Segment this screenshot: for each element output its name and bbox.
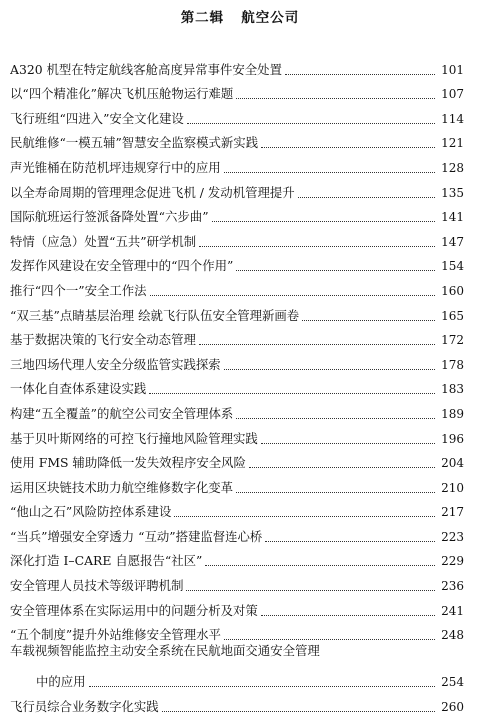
toc-page-number: 135 bbox=[441, 185, 464, 200]
toc-entry-continuation bbox=[10, 665, 464, 690]
dot-leader bbox=[261, 443, 435, 444]
toc-entry[interactable] bbox=[10, 447, 464, 472]
toc-page-number: 160 bbox=[441, 283, 464, 298]
toc-entry-title: “双三基”点睛基层治理 绘就飞行队伍安全管理新画卷 bbox=[10, 307, 300, 323]
toc-page-number: 128 bbox=[441, 160, 464, 175]
dot-leader bbox=[199, 246, 435, 247]
toc-entry[interactable] bbox=[10, 102, 464, 127]
toc-page-number: 248 bbox=[441, 628, 464, 643]
dot-leader bbox=[249, 467, 435, 468]
toc-entry[interactable] bbox=[10, 422, 464, 447]
toc-entry-title: 以“四个精准化”解决飞机压舱物运行难题 bbox=[10, 86, 234, 102]
toc-entry[interactable] bbox=[10, 250, 464, 275]
toc-entry-title: 飞行班组“四进入”安全文化建设 bbox=[10, 110, 184, 126]
toc-entry-title-continued: 中的应用 bbox=[36, 674, 86, 690]
toc-entry-title: 三地四场代理人安全分级监管实践探索 bbox=[10, 356, 221, 372]
dot-leader bbox=[224, 172, 435, 173]
toc-page-number: 154 bbox=[441, 259, 464, 274]
toc-page-number: 223 bbox=[441, 529, 464, 544]
toc-entry[interactable] bbox=[10, 619, 464, 644]
toc-entry[interactable] bbox=[10, 299, 464, 324]
toc-page-number: 121 bbox=[441, 136, 464, 151]
toc-entry[interactable] bbox=[10, 690, 464, 715]
toc-page-number: 236 bbox=[441, 579, 464, 594]
dot-leader bbox=[212, 221, 436, 222]
dot-leader bbox=[205, 565, 435, 566]
toc-entry-title: 声光锥桶在防范机坪违规穿行中的应用 bbox=[10, 159, 221, 175]
toc-page-number: 241 bbox=[441, 603, 464, 618]
toc-entry-title: 以全寿命周期的管理理念促进飞机 / 发动机管理提升 bbox=[10, 184, 295, 200]
toc-entry[interactable] bbox=[10, 373, 464, 398]
dot-leader bbox=[302, 320, 435, 321]
toc-entry-title: A320 机型在特定航线客舱高度异常事件安全处置 bbox=[10, 61, 282, 77]
toc-page-number: 172 bbox=[441, 333, 464, 348]
toc-entry-title: “当兵”增强安全穿透力 “互动”搭建监督连心桥 bbox=[10, 528, 263, 544]
dot-leader bbox=[186, 590, 435, 591]
toc-page-number: 183 bbox=[441, 382, 464, 397]
dot-leader bbox=[224, 369, 435, 370]
toc-entry-title: 特情（应急）处置“五共”研学机制 bbox=[10, 233, 197, 249]
toc-entry-title: 飞行员综合业务数字化实践 bbox=[10, 698, 159, 714]
toc-page-number: 107 bbox=[441, 87, 464, 102]
dot-leader bbox=[150, 295, 436, 296]
toc-entry[interactable] bbox=[10, 225, 464, 250]
toc-entry-title: 国际航班运行签派备降处置“六步曲” bbox=[10, 209, 209, 225]
dot-leader bbox=[162, 711, 435, 712]
toc-entry[interactable] bbox=[10, 496, 464, 521]
toc-entry[interactable] bbox=[10, 397, 464, 422]
toc-entry-title: 基于贝叶斯网络的可控飞行撞地风险管理实践 bbox=[10, 430, 258, 446]
toc-page-number: 189 bbox=[441, 406, 464, 421]
toc-entry-title: 使用 FMS 辅助降低一发失效程序安全风险 bbox=[10, 455, 246, 471]
toc-entry[interactable] bbox=[10, 78, 464, 103]
toc-entry-title: 民航维修“一模五辅”智慧安全监察模式新实践 bbox=[10, 135, 259, 151]
toc-page-number: 204 bbox=[441, 456, 464, 471]
toc-entry-title: 基于数据决策的飞行安全动态管理 bbox=[10, 332, 196, 348]
dot-leader bbox=[187, 123, 435, 124]
toc-entry-title: 安全管理人员技术等级评聘机制 bbox=[10, 578, 184, 594]
toc-entry[interactable] bbox=[10, 471, 464, 496]
toc-page-number: 254 bbox=[441, 675, 464, 690]
toc-entry[interactable] bbox=[10, 569, 464, 594]
dot-leader bbox=[236, 492, 435, 493]
toc-entry-title: 发挥作风建设在安全管理中的“四个作用” bbox=[10, 258, 234, 274]
toc-page-number: 165 bbox=[441, 308, 464, 323]
dot-leader bbox=[174, 516, 435, 517]
toc-entry-title: “五个制度”提升外站维修安全管理水平 bbox=[10, 627, 221, 643]
toc-page-number: 196 bbox=[441, 431, 464, 446]
dot-leader bbox=[149, 393, 435, 394]
toc-page-number: 101 bbox=[441, 62, 464, 77]
toc-page-number: 260 bbox=[441, 699, 464, 714]
toc-entry-title: 推行“四个一”安全工作法 bbox=[10, 282, 147, 298]
toc-entry-title: 安全管理体系在实际运用中的问题分析及对策 bbox=[10, 602, 258, 618]
toc-page-number: 217 bbox=[441, 505, 464, 520]
toc-entry[interactable] bbox=[10, 643, 464, 690]
toc-entry[interactable] bbox=[10, 545, 464, 570]
dot-leader bbox=[285, 74, 435, 75]
dot-leader bbox=[298, 197, 435, 198]
toc-entry-title: 深化打造 I–CARE 自愿报告“社区” bbox=[10, 553, 203, 569]
toc-page-number: 178 bbox=[441, 357, 464, 372]
toc-entry[interactable] bbox=[10, 274, 464, 299]
toc-entry[interactable] bbox=[10, 176, 464, 201]
toc-entry-title: 车载视频智能监控主动安全系统在民航地面交通安全管理 bbox=[10, 643, 320, 659]
dot-leader bbox=[89, 686, 436, 687]
dot-leader bbox=[261, 615, 435, 616]
toc-entry-title: 一体化自查体系建设实践 bbox=[10, 381, 147, 397]
toc-entry[interactable] bbox=[10, 151, 464, 176]
toc-page-number: 114 bbox=[441, 111, 464, 126]
toc-entry[interactable] bbox=[10, 324, 464, 349]
toc-entry[interactable] bbox=[10, 348, 464, 373]
toc-entry[interactable] bbox=[10, 594, 464, 619]
toc-entry[interactable] bbox=[10, 127, 464, 152]
toc-entry-title: 构建“五全覆盖”的航空公司安全管理体系 bbox=[10, 405, 234, 421]
toc-entry[interactable] bbox=[10, 201, 464, 226]
dot-leader bbox=[265, 541, 435, 542]
toc-page-number: 147 bbox=[441, 234, 464, 249]
dot-leader bbox=[236, 418, 435, 419]
dot-leader bbox=[199, 344, 435, 345]
toc-entry[interactable] bbox=[10, 53, 464, 78]
toc-entry-title: “他山之石”风险防控体系建设 bbox=[10, 504, 172, 520]
dot-leader bbox=[236, 270, 435, 271]
dot-leader bbox=[261, 147, 435, 148]
toc-page-number: 141 bbox=[441, 210, 464, 225]
table-of-contents bbox=[10, 53, 464, 715]
dot-leader bbox=[224, 639, 435, 640]
toc-entry-title: 运用区块链技术助力航空维修数字化变革 bbox=[10, 479, 234, 495]
dot-leader bbox=[236, 98, 435, 99]
toc-entry[interactable] bbox=[10, 520, 464, 545]
toc-page-number: 229 bbox=[441, 554, 464, 569]
section-title: 第二辑 航空公司 bbox=[180, 10, 300, 26]
toc-page-number: 210 bbox=[441, 480, 464, 495]
